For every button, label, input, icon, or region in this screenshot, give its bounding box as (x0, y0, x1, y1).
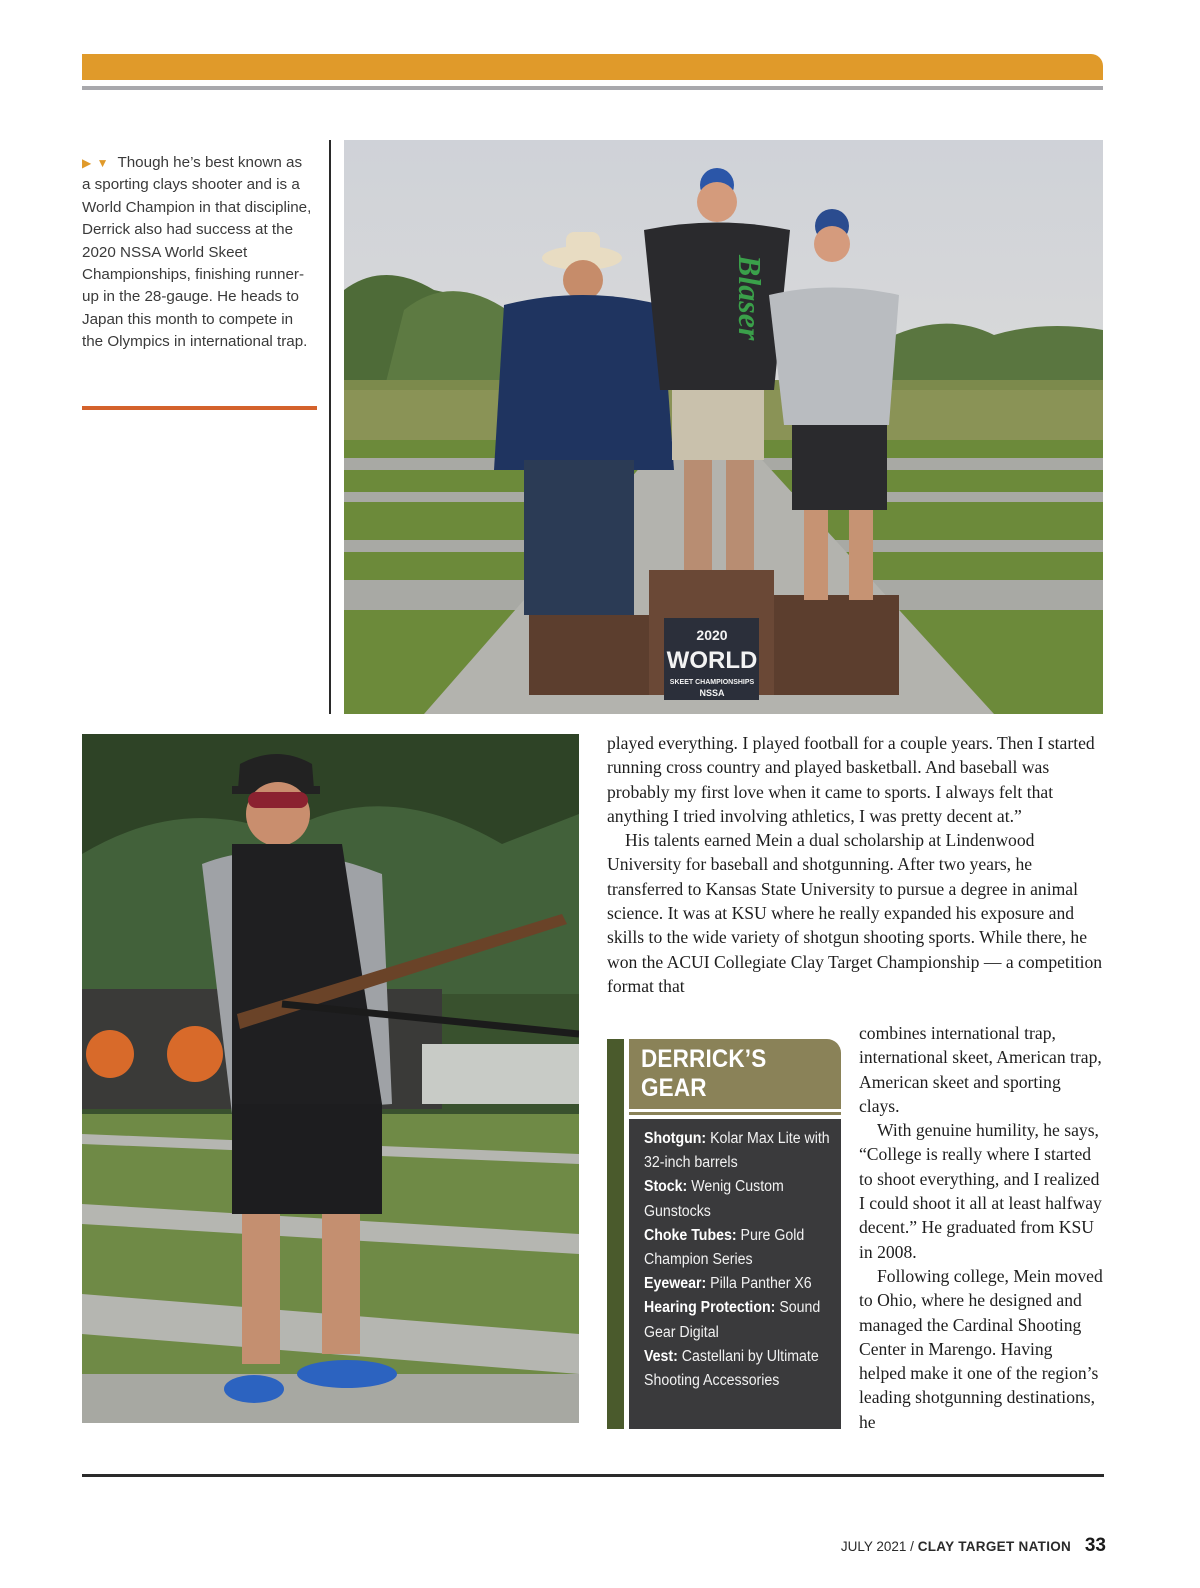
header-accent-bar (82, 54, 1103, 80)
caption-arrow-icons: ▶ ▼ (82, 156, 110, 170)
shooter-photo (82, 734, 579, 1423)
gear-accent-bar (607, 1039, 624, 1429)
photo-caption (82, 152, 312, 354)
gear-item-hearing-protection (644, 1296, 842, 1344)
gear-item-value: Kolar Max Lite with 32-inch barrels (644, 1130, 830, 1172)
gear-list (644, 1127, 844, 1393)
gear-item-value: Sound Gear Digital (644, 1299, 821, 1341)
gear-item-value: Pure Gold Champion Series (644, 1226, 805, 1269)
gear-rule (629, 1112, 841, 1115)
gear-item-value: Pilla Panther X6 (710, 1275, 812, 1293)
caption-rule (82, 406, 317, 410)
gear-item-label: Eyewear: (644, 1275, 707, 1293)
banner-year: 2020 (696, 627, 728, 643)
article-column-b (859, 1021, 1103, 1434)
gear-item-shotgun (644, 1127, 842, 1175)
caption-divider (329, 140, 331, 714)
caption-text: Though he’s best known as a sporting clays shooter and is a World Champion in that discipline, Derrick also had success at the 2020 NSSA World Skeet Championships, finishing runner-up in the 28-gauge. He heads to Japan this month to compete in the Olympics in international trap. (82, 154, 312, 351)
page-footer (841, 1535, 1106, 1557)
header-rule (82, 86, 1103, 90)
gear-item-eyewear (644, 1272, 842, 1296)
footer-rule (82, 1474, 1104, 1477)
gear-item-label: Shotgun: (644, 1130, 707, 1147)
gear-item-stock (644, 1175, 842, 1223)
gear-item-label: Vest: (644, 1347, 678, 1365)
article-paragraph: Following college, Mein moved to Ohio, where he designed and managed the Cardinal Shooting Center in Marengo. Having helped make it one of the region’s leading shotgunning destinations, he (859, 1265, 1103, 1432)
page-number: 33 (1084, 1535, 1106, 1556)
gear-item-choke-tubes (644, 1224, 842, 1272)
gear-sidebar (607, 1039, 843, 1429)
gear-item-label: Hearing Protection: (644, 1299, 776, 1317)
article-paragraph: combines international trap, international skeet, American trap, American skeet and sporting clays. (859, 1023, 1102, 1116)
banner-title: WORLD (666, 647, 758, 674)
gear-item-label: Choke Tubes: (644, 1226, 737, 1244)
footer-magazine: CLAY TARGET NATION (917, 1539, 1072, 1554)
banner-org: NSSA (699, 688, 725, 698)
banner-sub: SKEET CHAMPIONSHIPS (669, 679, 755, 686)
article-paragraph: His talents earned Mein a dual scholarship at Lindenwood University for baseball and shotgunning. After two years, he transferred to Kansas State University to pursue a degree in animal science. It was at KSU where he really expanded his exposure and skills to the wide variety of shotgun shooting sports. While there, he won the ACUI Collegiate Clay Target Championship — a competition format that (607, 830, 1103, 996)
gear-title: DERRICK’S GEAR (641, 1045, 767, 1102)
gear-item-vest (644, 1345, 842, 1393)
gear-item-value: Wenig Custom Gunstocks (644, 1178, 784, 1220)
podium-photo (344, 140, 1103, 714)
article-column-a (607, 731, 1103, 998)
footer-date: JULY 2021 / (840, 1539, 914, 1554)
gear-item-value: Castellani by Ultimate Shooting Accessories (644, 1347, 819, 1390)
article-paragraph: With genuine humility, he says, “College is really where I started to shoot everything, and I realized I could shoot it all at least halfway decent.” He graduated from KSU in 2008. (859, 1120, 1102, 1262)
gear-header (629, 1039, 841, 1109)
gear-item-label: Stock: (644, 1178, 688, 1196)
article-paragraph: played everything. I played football for a couple years. Then I started running cross country and played basketball. And baseball was probably my first love when it came to sports. I always felt that anything I tried involving athletics, I was pretty decent at.” (607, 733, 1095, 826)
shirt-logo: Blaser (732, 255, 768, 341)
